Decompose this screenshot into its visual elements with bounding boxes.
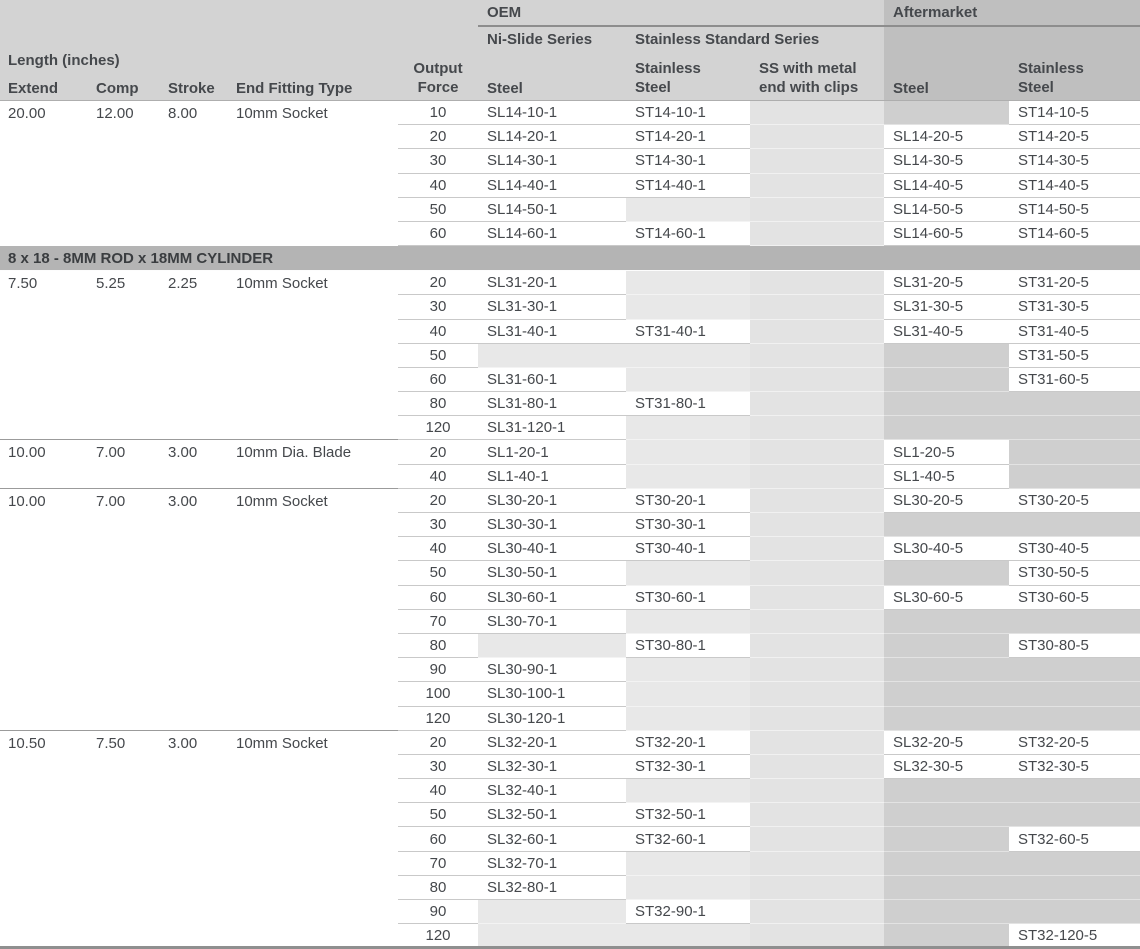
ss-clips-part-cell [750, 537, 884, 561]
aftermarket-steel-part-cell [884, 609, 1009, 633]
length-subcolumns [0, 80, 398, 97]
oem-steel-part-cell: SL14-10-1 [478, 101, 626, 125]
oem-steel-part-cell: SL30-90-1 [478, 658, 626, 682]
aftermarket-stainless-part-cell [1009, 658, 1140, 682]
oem-stainless-part-cell [626, 464, 750, 488]
output-force-cell: 80 [398, 875, 478, 899]
oem-steel-part-cell: SL30-100-1 [478, 682, 626, 706]
oem-steel-part-cell: SL30-40-1 [478, 537, 626, 561]
output-force-cell: 60 [398, 585, 478, 609]
oem-stainless-line1: Stainless [635, 60, 701, 77]
aftermarket-steel-part-cell: SL30-40-5 [884, 537, 1009, 561]
aftermarket-steel-part-cell [884, 779, 1009, 803]
aftermarket-steel-part-cell [884, 513, 1009, 537]
header-spacer [0, 26, 478, 51]
output-force-cell: 50 [398, 197, 478, 221]
oem-steel-part-cell: SL30-60-1 [478, 585, 626, 609]
oem-stainless-part-cell [626, 851, 750, 875]
oem-steel-part-cell: SL32-40-1 [478, 779, 626, 803]
oem-steel-part-cell: SL31-60-1 [478, 367, 626, 391]
oem-steel-part-cell: SL1-20-1 [478, 440, 626, 464]
output-force-cell: 40 [398, 173, 478, 197]
oem-stainless-part-cell: ST31-40-1 [626, 319, 750, 343]
oem-steel-part-cell: SL14-40-1 [478, 173, 626, 197]
output-force-cell: 40 [398, 537, 478, 561]
comp-value: 12.00 [88, 101, 160, 246]
end-fitting-type-value: 10mm Socket [228, 271, 398, 440]
aftermarket-stainless-part-cell: ST31-30-5 [1009, 295, 1140, 319]
aftermarket-steel-part-cell [884, 682, 1009, 706]
oem-stainless-part-cell: ST30-20-1 [626, 488, 750, 512]
ss-clips-part-cell [750, 658, 884, 682]
oem-stainless-line2: Steel [635, 79, 671, 96]
oem-steel-part-cell: SL31-80-1 [478, 392, 626, 416]
aftermarket-stainless-part-cell: ST31-50-5 [1009, 343, 1140, 367]
ss-clips-part-cell [750, 633, 884, 657]
aftermarket-steel-part-cell [884, 924, 1009, 948]
oem-steel-part-cell: SL30-30-1 [478, 513, 626, 537]
aftermarket-stainless-steel-column-header [1009, 51, 1140, 101]
oem-stainless-part-cell: ST14-40-1 [626, 173, 750, 197]
oem-steel-part-cell: SL1-40-1 [478, 464, 626, 488]
ss-clips-part-cell [750, 488, 884, 512]
series-header-row [0, 26, 1140, 51]
length-inches-label: Length (inches) [8, 52, 120, 69]
ss-clips-part-cell [750, 513, 884, 537]
output-force-cell: 30 [398, 295, 478, 319]
ss-clips-part-cell [750, 924, 884, 948]
comp-value: 7.00 [88, 440, 160, 488]
aftermarket-stainless-part-cell: ST30-40-5 [1009, 537, 1140, 561]
comp-value: 7.00 [88, 488, 160, 730]
output-force-cell: 50 [398, 561, 478, 585]
extend-value: 10.00 [0, 488, 88, 730]
aftermarket-stainless-part-cell: ST32-20-5 [1009, 730, 1140, 754]
ss-clips-line1: SS with metal [759, 60, 857, 77]
output-force-cell: 10 [398, 101, 478, 125]
output-force-cell: 90 [398, 900, 478, 924]
oem-stainless-part-cell: ST14-60-1 [626, 221, 750, 245]
aftermarket-stainless-part-cell: ST30-60-5 [1009, 585, 1140, 609]
output-force-cell: 20 [398, 271, 478, 295]
ss-clips-part-cell [750, 730, 884, 754]
oem-steel-part-cell [478, 343, 626, 367]
oem-stainless-part-cell [626, 561, 750, 585]
aftermarket-steel-part-cell [884, 827, 1009, 851]
ss-clips-part-cell [750, 125, 884, 149]
extend-column-header: Extend [8, 80, 59, 97]
aftermarket-steel-part-cell: SL14-20-5 [884, 125, 1009, 149]
aftermarket-stainless-part-cell [1009, 706, 1140, 730]
aftermarket-header-spacer [884, 26, 1140, 51]
aftermarket-stainless-part-cell: ST30-20-5 [1009, 488, 1140, 512]
aftermarket-stainless-part-cell: ST14-60-5 [1009, 221, 1140, 245]
ss-clips-part-cell [750, 464, 884, 488]
oem-stainless-part-cell [626, 367, 750, 391]
aftermarket-stainless-part-cell: ST14-50-5 [1009, 197, 1140, 221]
oem-steel-part-cell: SL32-70-1 [478, 851, 626, 875]
table-body [0, 101, 1140, 948]
output-force-cell: 60 [398, 221, 478, 245]
aftermarket-steel-part-cell [884, 633, 1009, 657]
output-force-column-header [398, 51, 478, 101]
oem-steel-part-cell: SL30-20-1 [478, 488, 626, 512]
aftermarket-stainless-part-cell: ST31-20-5 [1009, 271, 1140, 295]
oem-steel-part-cell: SL32-60-1 [478, 827, 626, 851]
end-fitting-type-value: 10mm Socket [228, 730, 398, 948]
oem-steel-part-cell [478, 924, 626, 948]
output-force-cell: 100 [398, 682, 478, 706]
aftermarket-header: Aftermarket [884, 0, 1140, 26]
oem-steel-part-cell: SL14-60-1 [478, 221, 626, 245]
oem-steel-part-cell: SL30-70-1 [478, 609, 626, 633]
end-fitting-type-value: 10mm Socket [228, 488, 398, 730]
output-force-line1: Output [413, 60, 463, 77]
aftermarket-stainless-part-cell [1009, 513, 1140, 537]
length-columns-header [0, 51, 398, 101]
oem-steel-part-cell: SL32-30-1 [478, 754, 626, 778]
aftermarket-stainless-part-cell: ST32-120-5 [1009, 924, 1140, 948]
output-force-cell: 30 [398, 513, 478, 537]
ss-clips-part-cell [750, 706, 884, 730]
output-force-cell: 30 [398, 754, 478, 778]
oem-stainless-part-cell [626, 609, 750, 633]
oem-stainless-part-cell [626, 295, 750, 319]
section-divider-row [0, 246, 1140, 271]
output-force-cell: 40 [398, 464, 478, 488]
aftermarket-stainless-part-cell [1009, 392, 1140, 416]
ss-clips-line2: end with clips [759, 79, 859, 96]
extend-value: 10.00 [0, 440, 88, 488]
ss-clips-part-cell [750, 827, 884, 851]
oem-stainless-part-cell [626, 924, 750, 948]
oem-steel-part-cell [478, 633, 626, 657]
output-force-cell: 60 [398, 367, 478, 391]
aftermarket-steel-part-cell [884, 900, 1009, 924]
aftermarket-steel-column-header: Steel [884, 51, 1009, 101]
oem-steel-part-cell: SL14-30-1 [478, 149, 626, 173]
oem-stainless-part-cell [626, 779, 750, 803]
aftermarket-stainless-part-cell: ST14-10-5 [1009, 101, 1140, 125]
oem-steel-part-cell: SL32-20-1 [478, 730, 626, 754]
aftermarket-stainless-part-cell [1009, 803, 1140, 827]
ss-clips-part-cell [750, 585, 884, 609]
ss-clips-part-cell [750, 367, 884, 391]
brand-header-row [0, 0, 1140, 26]
aftermarket-steel-part-cell: SL30-60-5 [884, 585, 1009, 609]
oem-steel-part-cell: SL32-80-1 [478, 875, 626, 899]
output-force-cell: 40 [398, 779, 478, 803]
ss-clips-part-cell [750, 295, 884, 319]
oem-stainless-part-cell [626, 658, 750, 682]
header-spacer [0, 0, 478, 26]
ss-clips-part-cell [750, 779, 884, 803]
ss-clips-part-cell [750, 851, 884, 875]
aftermarket-stainless-part-cell: ST14-40-5 [1009, 173, 1140, 197]
output-force-cell: 90 [398, 658, 478, 682]
oem-steel-part-cell: SL30-50-1 [478, 561, 626, 585]
aftermarket-steel-part-cell: SL32-20-5 [884, 730, 1009, 754]
output-force-cell: 20 [398, 488, 478, 512]
end-fitting-type-value: 10mm Dia. Blade [228, 440, 398, 488]
am-stainless-line1: Stainless [1018, 60, 1084, 77]
aftermarket-stainless-part-cell: ST31-40-5 [1009, 319, 1140, 343]
part-row [0, 101, 1140, 125]
output-force-cell: 80 [398, 633, 478, 657]
oem-steel-part-cell: SL30-120-1 [478, 706, 626, 730]
aftermarket-stainless-part-cell [1009, 416, 1140, 440]
oem-stainless-part-cell: ST30-40-1 [626, 537, 750, 561]
aftermarket-stainless-part-cell [1009, 609, 1140, 633]
stroke-value: 3.00 [160, 730, 228, 948]
output-force-cell: 40 [398, 319, 478, 343]
oem-header: OEM [478, 0, 884, 26]
aftermarket-steel-part-cell [884, 875, 1009, 899]
output-force-cell: 20 [398, 730, 478, 754]
aftermarket-steel-part-cell [884, 561, 1009, 585]
aftermarket-stainless-part-cell [1009, 851, 1140, 875]
aftermarket-stainless-part-cell [1009, 875, 1140, 899]
oem-steel-part-cell: SL14-20-1 [478, 125, 626, 149]
oem-stainless-part-cell: ST30-60-1 [626, 585, 750, 609]
ss-clips-part-cell [750, 271, 884, 295]
table-header [0, 0, 1140, 101]
extend-value: 10.50 [0, 730, 88, 948]
stroke-value: 3.00 [160, 440, 228, 488]
output-force-cell: 20 [398, 440, 478, 464]
oem-stainless-part-cell [626, 416, 750, 440]
oem-steel-part-cell: SL31-20-1 [478, 271, 626, 295]
output-force-cell: 30 [398, 149, 478, 173]
aftermarket-stainless-part-cell: ST30-80-5 [1009, 633, 1140, 657]
output-force-cell: 50 [398, 803, 478, 827]
aftermarket-stainless-part-cell: ST14-20-5 [1009, 125, 1140, 149]
aftermarket-steel-part-cell [884, 416, 1009, 440]
ss-clips-part-cell [750, 416, 884, 440]
ss-clips-part-cell [750, 609, 884, 633]
aftermarket-steel-part-cell: SL1-40-5 [884, 464, 1009, 488]
aftermarket-stainless-part-cell [1009, 779, 1140, 803]
output-force-cell: 20 [398, 125, 478, 149]
oem-steel-part-cell [478, 900, 626, 924]
aftermarket-steel-part-cell [884, 658, 1009, 682]
oem-stainless-part-cell: ST32-50-1 [626, 803, 750, 827]
part-row [0, 271, 1140, 295]
oem-steel-part-cell: SL31-120-1 [478, 416, 626, 440]
oem-steel-part-cell: SL32-50-1 [478, 803, 626, 827]
oem-stainless-part-cell: ST14-20-1 [626, 125, 750, 149]
oem-stainless-part-cell: ST32-20-1 [626, 730, 750, 754]
am-stainless-line2: Steel [1018, 79, 1054, 96]
oem-stainless-part-cell: ST30-80-1 [626, 633, 750, 657]
output-force-cell: 50 [398, 343, 478, 367]
output-force-line2: Force [417, 79, 459, 96]
output-force-cell: 70 [398, 851, 478, 875]
stroke-value: 2.25 [160, 271, 228, 440]
aftermarket-steel-part-cell: SL14-60-5 [884, 221, 1009, 245]
comp-value: 7.50 [88, 730, 160, 948]
aftermarket-steel-part-cell [884, 803, 1009, 827]
ss-clips-part-cell [750, 561, 884, 585]
end-fitting-type-value: 10mm Socket [228, 101, 398, 246]
aftermarket-steel-part-cell [884, 343, 1009, 367]
output-force-cell: 120 [398, 416, 478, 440]
aftermarket-steel-part-cell: SL31-30-5 [884, 295, 1009, 319]
aftermarket-stainless-part-cell: ST32-30-5 [1009, 754, 1140, 778]
aftermarket-steel-part-cell [884, 706, 1009, 730]
ss-clips-part-cell [750, 221, 884, 245]
oem-steel-part-cell: SL31-40-1 [478, 319, 626, 343]
aftermarket-steel-part-cell: SL31-40-5 [884, 319, 1009, 343]
aftermarket-steel-part-cell: SL30-20-5 [884, 488, 1009, 512]
column-header-row [0, 51, 1140, 101]
ss-clips-part-cell [750, 343, 884, 367]
output-force-cell: 120 [398, 924, 478, 948]
aftermarket-stainless-part-cell: ST14-30-5 [1009, 149, 1140, 173]
ss-metal-clips-column-header [750, 51, 884, 101]
aftermarket-stainless-part-cell: ST32-60-5 [1009, 827, 1140, 851]
aftermarket-stainless-part-cell [1009, 464, 1140, 488]
output-force-cell: 120 [398, 706, 478, 730]
output-force-cell: 60 [398, 827, 478, 851]
extend-value: 20.00 [0, 101, 88, 246]
ss-clips-part-cell [750, 754, 884, 778]
oem-stainless-part-cell: ST32-30-1 [626, 754, 750, 778]
aftermarket-stainless-part-cell: ST30-50-5 [1009, 561, 1140, 585]
aftermarket-steel-part-cell: SL14-30-5 [884, 149, 1009, 173]
stroke-value: 3.00 [160, 488, 228, 730]
output-force-cell: 80 [398, 392, 478, 416]
oem-stainless-steel-column-header [626, 51, 750, 101]
ss-clips-part-cell [750, 197, 884, 221]
oem-steel-part-cell: SL31-30-1 [478, 295, 626, 319]
part-row [0, 488, 1140, 512]
ni-slide-series-header: Ni-Slide Series [478, 26, 626, 51]
stroke-column-header: Stroke [168, 80, 215, 97]
comp-value: 5.25 [88, 271, 160, 440]
ss-clips-part-cell [750, 392, 884, 416]
aftermarket-steel-part-cell [884, 851, 1009, 875]
aftermarket-steel-part-cell: SL31-20-5 [884, 271, 1009, 295]
aftermarket-steel-part-cell: SL1-20-5 [884, 440, 1009, 464]
oem-stainless-part-cell: ST32-60-1 [626, 827, 750, 851]
part-row [0, 440, 1140, 464]
oem-stainless-part-cell [626, 706, 750, 730]
aftermarket-steel-part-cell: SL14-50-5 [884, 197, 1009, 221]
aftermarket-steel-part-cell: SL32-30-5 [884, 754, 1009, 778]
comp-column-header: Comp [96, 80, 139, 97]
oem-stainless-part-cell: ST30-30-1 [626, 513, 750, 537]
oem-stainless-part-cell: ST14-30-1 [626, 149, 750, 173]
ss-clips-part-cell [750, 900, 884, 924]
oem-stainless-part-cell: ST32-90-1 [626, 900, 750, 924]
ss-clips-part-cell [750, 440, 884, 464]
part-row [0, 730, 1140, 754]
oem-stainless-part-cell [626, 875, 750, 899]
oem-stainless-part-cell [626, 271, 750, 295]
oem-stainless-part-cell: ST31-80-1 [626, 392, 750, 416]
ss-clips-part-cell [750, 682, 884, 706]
ss-clips-part-cell [750, 319, 884, 343]
ss-clips-part-cell [750, 173, 884, 197]
aftermarket-stainless-part-cell [1009, 900, 1140, 924]
aftermarket-stainless-part-cell: ST31-60-5 [1009, 367, 1140, 391]
aftermarket-steel-part-cell [884, 101, 1009, 125]
ss-clips-part-cell [750, 803, 884, 827]
oem-stainless-part-cell [626, 440, 750, 464]
ss-clips-part-cell [750, 149, 884, 173]
stainless-standard-series-header: Stainless Standard Series [626, 26, 884, 51]
oem-steel-part-cell: SL14-50-1 [478, 197, 626, 221]
oem-stainless-part-cell [626, 197, 750, 221]
oem-steel-column-header: Steel [478, 51, 626, 101]
ss-clips-part-cell [750, 101, 884, 125]
extend-value: 7.50 [0, 271, 88, 440]
aftermarket-steel-part-cell [884, 367, 1009, 391]
aftermarket-steel-part-cell: SL14-40-5 [884, 173, 1009, 197]
aftermarket-steel-part-cell [884, 392, 1009, 416]
oem-stainless-part-cell: ST14-10-1 [626, 101, 750, 125]
section-divider-label: 8 x 18 - 8MM ROD x 18MM CYLINDER [0, 246, 1140, 271]
oem-stainless-part-cell [626, 682, 750, 706]
output-force-cell: 70 [398, 609, 478, 633]
aftermarket-stainless-part-cell [1009, 682, 1140, 706]
oem-stainless-part-cell [626, 343, 750, 367]
ss-clips-part-cell [750, 875, 884, 899]
stroke-value: 8.00 [160, 101, 228, 246]
end-fitting-type-column-header: End Fitting Type [236, 80, 353, 97]
aftermarket-stainless-part-cell [1009, 440, 1140, 464]
